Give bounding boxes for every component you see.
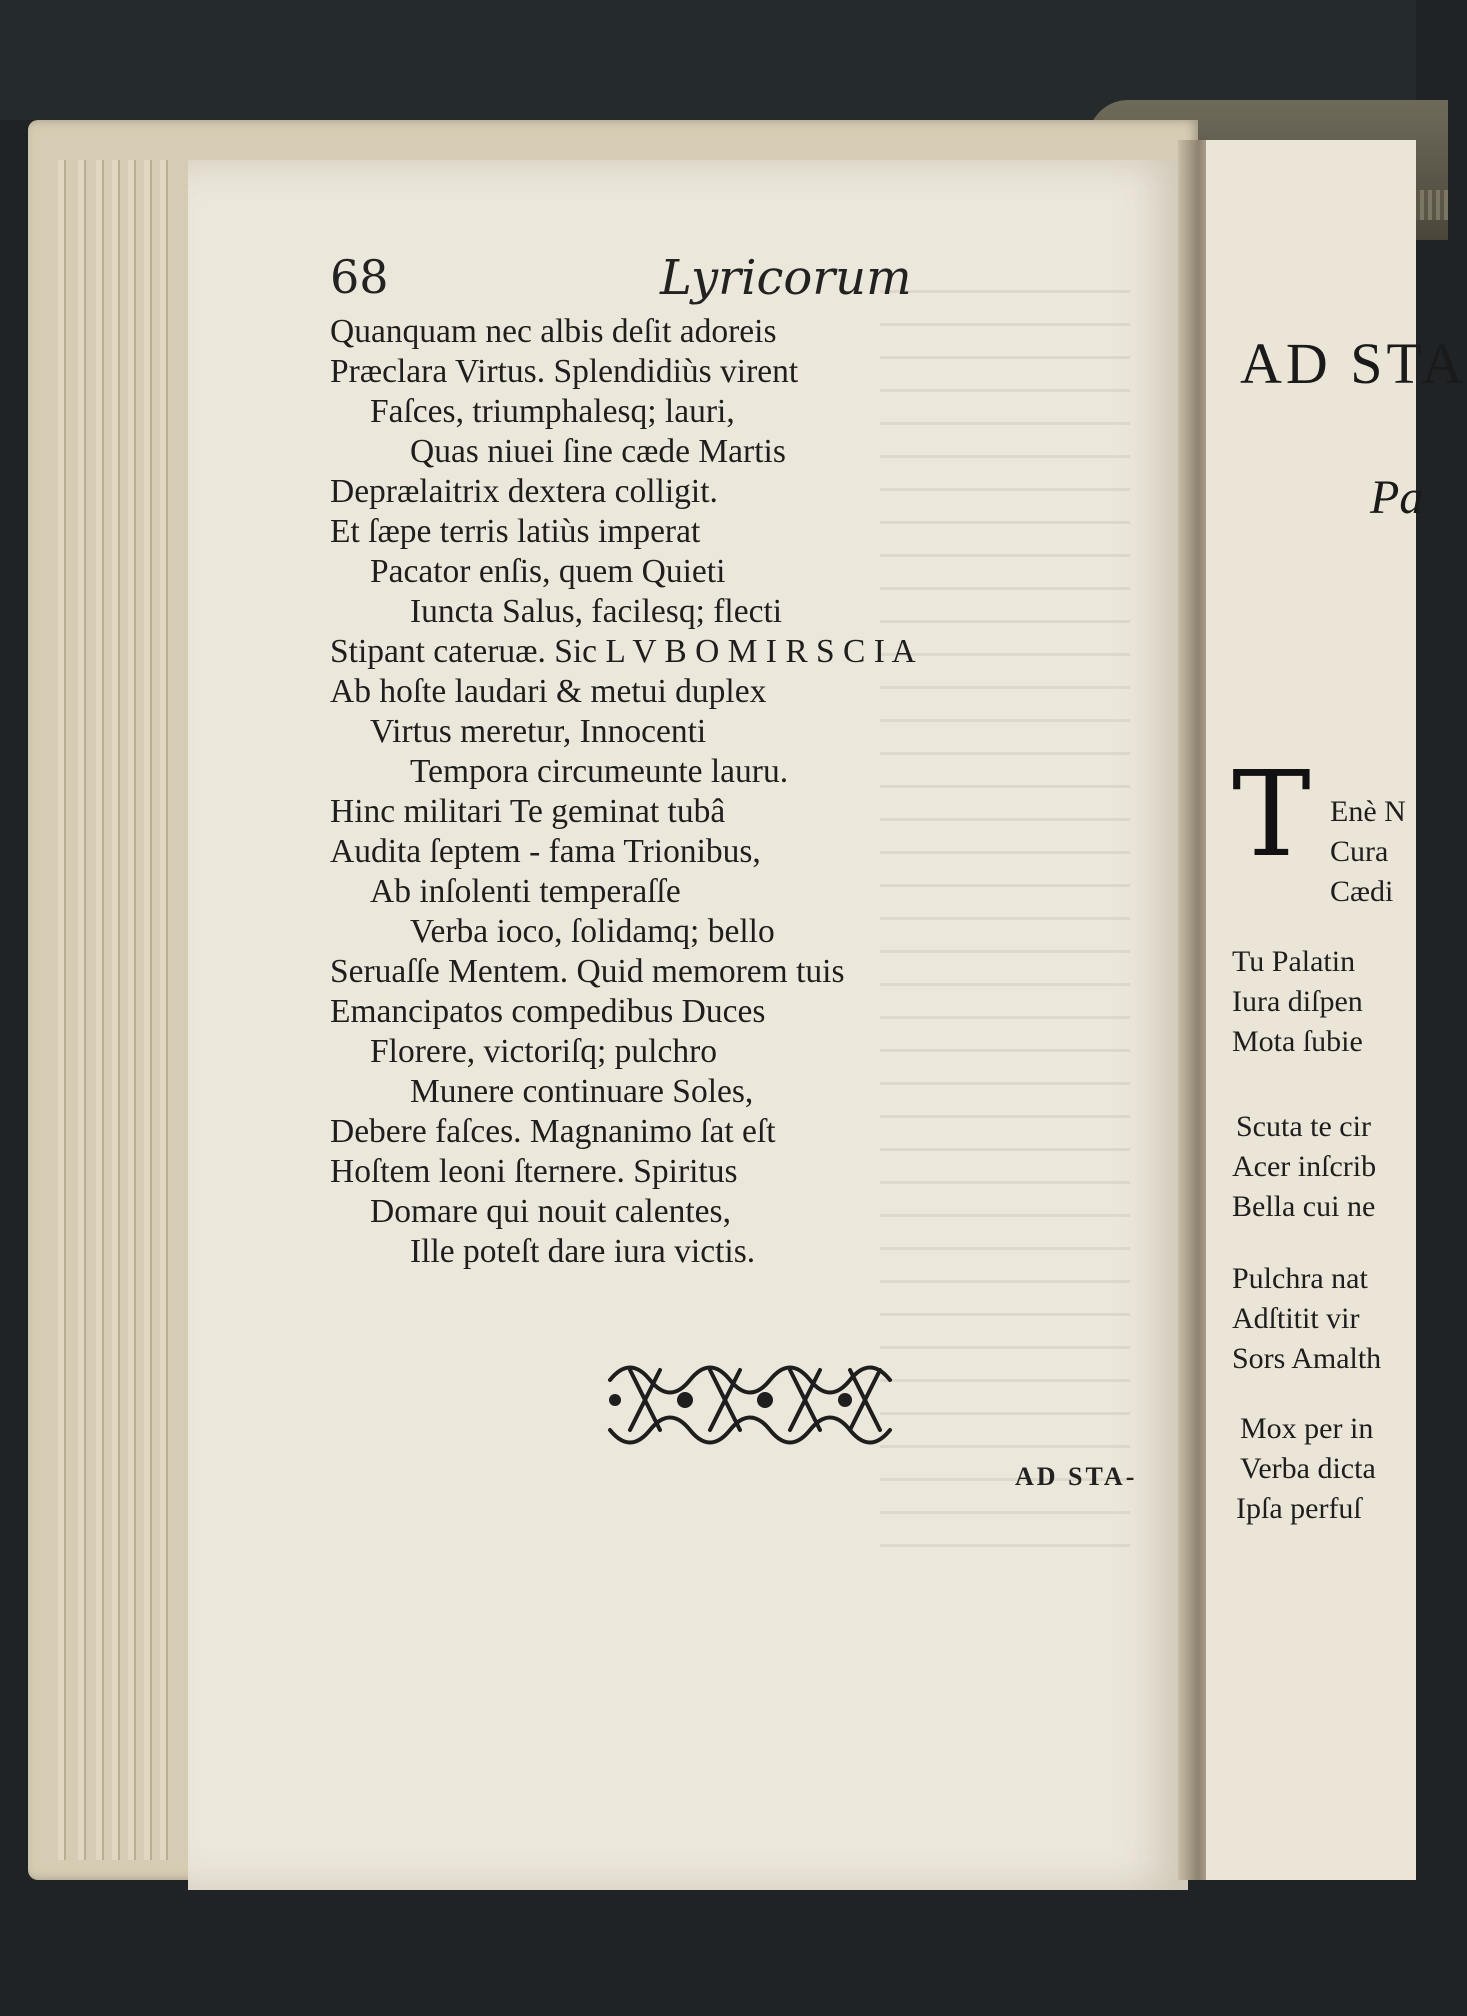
page-number: 68 bbox=[330, 250, 389, 304]
poem-line: Debere faſces. Magnanimo ſat eſt bbox=[330, 1113, 776, 1150]
printers-ornament bbox=[600, 1350, 900, 1450]
poem-line: Virtus meretur, Innocenti bbox=[370, 713, 707, 750]
poem-line: Iuncta Salus, facilesq; flecti bbox=[410, 593, 783, 630]
poem-line: Hinc militari Te geminat tubâ bbox=[330, 793, 726, 830]
right-page-title: AD STA bbox=[1240, 331, 1467, 396]
catchword: AD STA- bbox=[1015, 1462, 1138, 1491]
poem-line: Domare qui nouit calentes, bbox=[370, 1193, 731, 1230]
right-page-line: Iura diſpen bbox=[1232, 985, 1363, 1018]
page-header bbox=[330, 250, 910, 310]
right-page-line: Scuta te cir bbox=[1236, 1110, 1371, 1143]
page-edge bbox=[96, 160, 104, 1860]
right-page-line: Mota ſubie bbox=[1232, 1025, 1363, 1058]
poem-line: Quas niuei ſine cæde Martis bbox=[410, 433, 786, 470]
poem-line: Seruaſſe Mentem. Quid memorem tuis bbox=[330, 953, 845, 990]
poem-line: Ab hoſte laudari & metui duplex bbox=[330, 673, 767, 710]
right-page-line: Ipſa perfuſ bbox=[1236, 1492, 1362, 1525]
right-page-line: Bella cui ne bbox=[1232, 1190, 1376, 1223]
poem-line: Deprælaitrix dextera colligit. bbox=[330, 473, 718, 510]
poem-line: Emancipatos compedibus Duces bbox=[330, 993, 766, 1030]
poem-line: Hoſtem leoni ſternere. Spiritus bbox=[330, 1153, 738, 1190]
poem-line: Ab inſolenti temperaſſe bbox=[370, 873, 681, 910]
running-head: Lyricorum bbox=[660, 250, 912, 306]
right-page-line: Sors Amalth bbox=[1232, 1342, 1382, 1375]
poem-line: Pacator enſis, quem Quieti bbox=[370, 553, 726, 590]
right-page-line: Acer inſcrib bbox=[1232, 1150, 1377, 1183]
poem-line: Audita ſeptem - fama Trionibus, bbox=[330, 833, 761, 870]
right-page-line: Tu Palatin bbox=[1232, 945, 1356, 978]
right-page-line: Pulchra nat bbox=[1232, 1262, 1368, 1295]
right-page-line: Cura bbox=[1330, 835, 1389, 868]
right-page-line: Mox per in bbox=[1240, 1412, 1374, 1445]
poem-line: Florere, victoriſq; pulchro bbox=[370, 1033, 718, 1070]
poem-line: Tempora circumeunte lauru. bbox=[410, 753, 789, 790]
right-page-line: Verba dicta bbox=[1240, 1452, 1376, 1485]
page-edge bbox=[58, 160, 66, 1860]
page-edge bbox=[160, 160, 168, 1860]
poem-line: Præclara Virtus. Splendidiùs virent bbox=[330, 353, 799, 390]
right-page-line: Adſtitit vir bbox=[1232, 1302, 1360, 1335]
drop-capital: T bbox=[1232, 745, 1311, 883]
poem-line: Verba ioco, ſolidamq; bello bbox=[410, 913, 775, 950]
poem-line: Ille poteſt dare iura victis. bbox=[410, 1233, 756, 1270]
poem-line: Quanquam nec albis deſit adoreis bbox=[330, 313, 777, 350]
right-page-subtitle: Pa bbox=[1370, 471, 1424, 524]
poem-line: Faſces, triumphalesq; lauri, bbox=[370, 393, 735, 430]
page-edge bbox=[128, 160, 136, 1860]
page-edge bbox=[144, 160, 152, 1860]
poem-text bbox=[330, 312, 970, 1272]
poem-line: Et ſæpe terris latiùs imperat bbox=[330, 513, 701, 550]
poem-line: Munere continuare Soles, bbox=[410, 1073, 754, 1110]
poem-line: Stipant cateruæ. Sic L V B O M I R S C I A bbox=[330, 633, 916, 670]
page-edge bbox=[78, 160, 86, 1860]
page-edge bbox=[112, 160, 120, 1860]
right-page-line: Enè N bbox=[1330, 795, 1406, 828]
right-page-line: Cædi bbox=[1330, 875, 1394, 908]
